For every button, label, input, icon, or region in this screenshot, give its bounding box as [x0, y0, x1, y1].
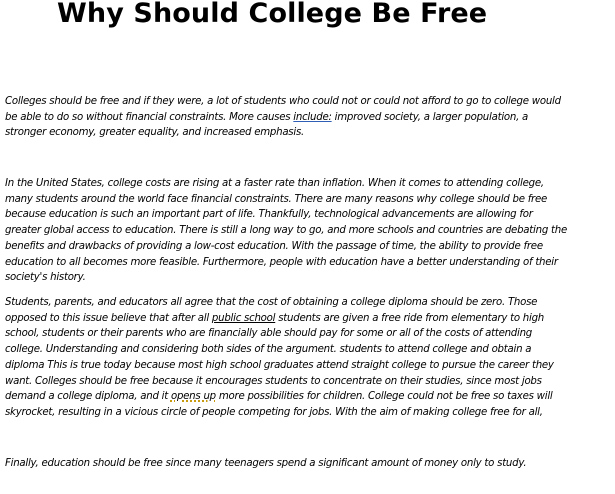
text-line	[5, 223, 565, 239]
text-run: education to all becomes more feasible. Furthermore, people with education have a better understanding of their	[5, 256, 558, 268]
text-run: because education is such an important part of life. Thankfully, technological advancements are allowing for	[5, 209, 533, 221]
text-line	[5, 342, 565, 358]
text-line	[5, 255, 565, 271]
text-run: benefits and drawbacks of providing a low-cost education. With the passage of time, the ability to provide free	[5, 240, 543, 252]
text-line	[5, 405, 565, 421]
paragraph-united-states	[5, 176, 565, 286]
text-run: many students around the world face financial constraints. There are many reasons why college should be free	[5, 193, 548, 205]
text-line	[5, 270, 565, 286]
text-line	[5, 456, 565, 472]
text-run: In the United States, college costs are rising at a faster rate than inflation. When it comes to attending college,	[5, 178, 544, 189]
text-line	[5, 94, 565, 110]
text-run: more possibilities for children. College could not be free so taxes will	[215, 391, 553, 403]
text-line	[5, 389, 565, 405]
text-line	[5, 207, 565, 223]
text-line	[5, 326, 565, 342]
text-line	[5, 311, 565, 327]
text-run: school, students or their parents who are financially able should pay for some or all of the costs of attending	[5, 328, 533, 340]
paragraph-finally	[5, 456, 565, 472]
text-run: be able to do so without financial constraints. More causes	[5, 111, 294, 123]
text-run: want. Colleges should be free because it encourages students to concentrate on their studies, since most jobs	[5, 375, 542, 387]
text-run: students are given a free ride from elementary to high	[275, 312, 545, 324]
text-line	[5, 295, 565, 311]
text-line	[5, 176, 565, 192]
text-line	[5, 239, 565, 255]
text-run: improved society, a larger population, a	[331, 111, 529, 123]
text-run: Students, parents, and educators all agree that the cost of obtaining a college diploma should be zero. Those	[5, 297, 538, 308]
grammar-suggestion-underline: opens up	[170, 391, 216, 403]
text-line	[5, 110, 565, 126]
text-run: diploma This is true today because most high school graduates attend straight college to pursue the career they	[5, 359, 554, 371]
text-line	[5, 192, 565, 208]
text-run: stronger economy, greater equality, and increased emphasis.	[5, 127, 304, 139]
text-line	[5, 125, 565, 141]
text-line	[5, 358, 565, 374]
paragraph-arguments	[5, 295, 565, 421]
text-run: Finally, education should be free since many teenagers spend a significant amount of money only to study.	[5, 458, 527, 469]
text-run: society's history.	[5, 272, 86, 284]
text-run: college. Understanding and considering both sides of the argument. students to attend college and obtain a	[5, 344, 532, 356]
text-line	[5, 374, 565, 390]
paragraph-intro	[5, 94, 565, 141]
document-title: Why Should College Be Free	[57, 0, 488, 29]
text-run: greater global access to education. There is still a long way to go, and more schools and countries are debating the	[5, 225, 567, 237]
text-run: skyrocket, resulting in a vicious circle of people competing for jobs. With the aim of making college free for all,	[5, 406, 543, 418]
text-run: demand a college diploma, and it	[5, 391, 171, 403]
text-run: Colleges should be free and if they were, a lot of students who could not or could not afford to go to college would	[5, 96, 561, 107]
text-run: opposed to this issue believe that after all	[5, 312, 212, 324]
underlined-phrase: include:	[293, 111, 332, 123]
underlined-phrase: public school	[211, 312, 276, 324]
